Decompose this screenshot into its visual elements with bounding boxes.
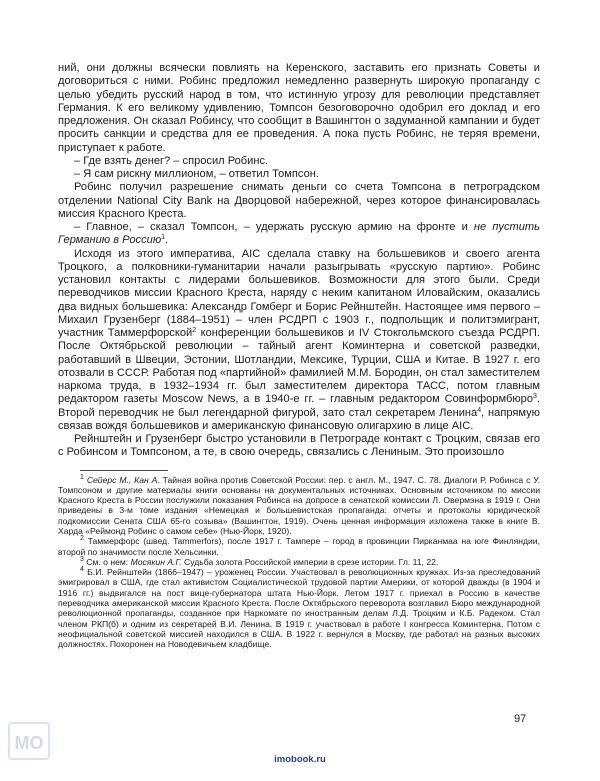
page-number: 97 bbox=[514, 713, 527, 725]
paragraph: Робинс получил разрешение снимать деньги со счета Томпсона в петроградском отделении National City Bank на Дворцовой набережной, через которое финансировалась миссия Красного Креста. bbox=[58, 181, 540, 220]
paragraph: ний, они должны всячески повлиять на Керенского, заставить его признать Советы и договориться с ними. Робинс предложил немедленно развернуть широкую пропаганду с целью убедить русский народ в том, что истинную угрозу для революции представляет Германия. К его великому удивлению, Томпсон безоговорочно одобрил его доклад и его предложения. Он сказал Робинсу, что сообщит в Вашингтон о задуманной кампании и будет просить санкции и средства для ее проведения. А пока пусть Робинс, не теряя времени, приступает к работе. bbox=[58, 62, 540, 154]
dialogue-line: – Я сам рискну миллионом, – ответил Томпсон. bbox=[74, 168, 319, 180]
paragraph: Рейнштейн и Грузенберг быстро установили в Петрограде контакт с Троцким, связав его с Робинсом и Томпсоном, а те, в свою очередь, связались с Лениным. Это произошло bbox=[58, 433, 540, 459]
footnote: $^1$ Сейерс М., Кан А. Тайная война против Советской России: пер. с англ. М., 1947. С. 78. Диалоги Р. Робинса с У. Томпсоном и другие материалы книги основаны на документальных источниках. Основным источником по миссии Красного Креста в России послужили показания Робинса на допросе в сенатской комиссии Л. Овермэна в 1919 г. Они приведены в 3-м томе издания «Немецкая и большевистская пропаганда: отчеты и протоколы юридической подкомиссии Сената США 65-го созыва» (Вашингтон, 1919). Очень ценная информация изложена также в книге В. Харда «Реймонд Робинс о самом себе» (Нью-Йорк, 1920). bbox=[58, 473, 540, 536]
footnotes bbox=[58, 475, 540, 650]
footnote-ref[interactable]: 1 bbox=[161, 234, 166, 242]
footnote-ref[interactable]: 4 bbox=[477, 406, 482, 414]
watermark-logo-icon bbox=[7, 719, 51, 763]
footnote: $^4$ Б.И. Рейнштейн (1866–1947) – уроженец России. Участвовал в революционных кружках. Из-за преследований эмигрировал в США, где стал активистом Социалистической трудовой партии Америки, от которой дважды (в 1904 и 1916 гг.) выдвигался на пост вице-губернатора штата Нью-Йорк. Летом 1917 г. приехал в Россию в качестве переводчика американской миссии Красного Креста. После Октябрьского переворота возглавил Бюро международной революционной пропаганды, созданное при Наркомате по иностранным делам Л.Д. Троцким и К.Б. Радеком. Стал членом РКП(б) и одним из секретарей В.И. Ленина. В 1919 г. участвовал в работе I конгресса Коминтерна. Потом с неофициальной советской миссией находился в США. В 1922 г. вернулся в Москву, где работал на разных высоких должностях. Похоронен на Новодевичьем кладбище. bbox=[58, 566, 540, 650]
footer-link[interactable]: imobook.ru bbox=[274, 754, 326, 765]
page-content bbox=[58, 62, 540, 650]
footnote: $^3$ См. о нем: Мосякин А.Г. Судьба золота Российской империи в срезе истории. Гл. 11, 22. bbox=[80, 555, 439, 567]
footnote: $^2$ Таммерфорс (швед. Tammerfors), после 1917 г. Тампере – город в провинции Пирканмаа на юге Финляндии, второй по значимости после Хельсинки. bbox=[58, 535, 540, 557]
footnote-ref[interactable]: 2 bbox=[192, 327, 197, 334]
paragraph: Исходя из этого императива, AIC сделала ставку на большевиков и своего агента Троцкого, а полковники-гуманитарии начали разыгрывать «русскую партию». Робинс установил контакты с лидерами большевиков. Возможности для этого были. Среди переводчиков миссии Красного Креста, наряду с неким капитаном Иловайским, оказались два видных большевика: Александр Гомберг и Борис Рейнштейн. Настоящее имя первого – Михаил Грузенберг (1884–1951) – член РСДРП с 1903 г., подпольщик и политэмигрант, участник Таммерфорской$^2$ конференции большевиков и IV Стокгольмского съезда РСДРП. После Октябрьской революции – тайный агент Коминтерна и советской разведки, работавший в Швеции, Эстонии, Шотландии, Мексике, Турции, США и Китае. В 1927 г. его отозвали в СССР. Работая под «партийной» фамилией М.М. Бородин, он стал заместителем наркома труда, в 1932–1934 гг. был заместителем директора ТАСС, потом главным редактором газеты Moscow News, а в 1940-е гг. – главным редактором Совинформбюро$^3$. Второй переводчик не был легендарной фигурой, зато стал секретарем Ленина$^4$, напрямую связав вождя большевиков и американскую финансовую олигархию в лице AIC. bbox=[58, 247, 540, 432]
emphasis: не пустить Германию в Россию bbox=[58, 221, 541, 247]
svg-text:МО: МО bbox=[14, 733, 44, 753]
main-text bbox=[58, 62, 540, 460]
dialogue-line: – Где взять денег? – спросил Робинс. bbox=[74, 154, 269, 167]
paragraph: – Главное, – сказал Томпсон, – удержать русскую армию на фронте и не пустить Германию в Россию$^1$. bbox=[58, 221, 541, 247]
footnote-ref[interactable]: 3 bbox=[533, 393, 537, 401]
footnote-divider bbox=[80, 470, 168, 471]
